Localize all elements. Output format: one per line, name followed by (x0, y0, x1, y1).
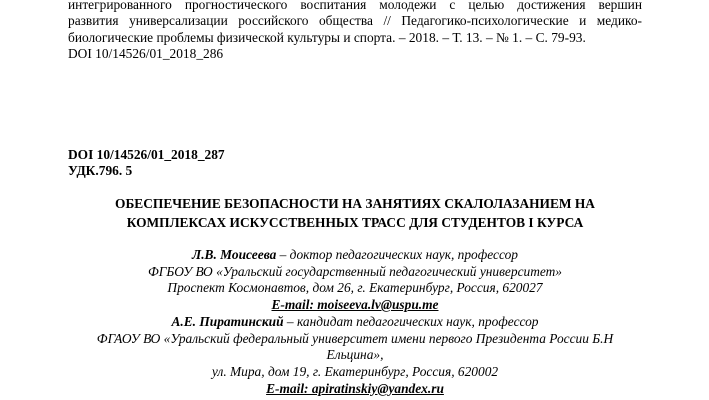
author-address: ул. Мира, дом 19, г. Екатеринбург, Россия, 620002 (211, 363, 499, 379)
author-line (60, 314, 650, 331)
title-line: КОМПЛЕКСАХ ИСКУССТВЕННЫХ ТРАСС ДЛЯ СТУДЕНТОВ I КУРСА (126, 214, 584, 230)
previous-reference (68, 0, 642, 63)
author-line (60, 247, 650, 264)
reference-line: биологические проблемы физической культуры и спорта. – 2018. – Т. 13. – № 1. – С. 79-93. (68, 29, 586, 45)
title-line: ОБЕСПЕЧЕНИЕ БЕЗОПАСНОСТИ НА ЗАНЯТИЯХ СКАЛОЛАЗАНИЕМ НА (115, 196, 595, 211)
author-name: А.Е. Пиратинский (171, 313, 284, 329)
author-affiliation: ФГБОУ ВО «Уральский государственный педагогический университет» (147, 263, 563, 279)
author-role: – доктор педагогических наук, профессор (276, 247, 518, 262)
udk-label: УДК.796. 5 (68, 163, 133, 178)
reference-line: развития универсализации российского общества // Педагогико-психологические и медико- (68, 13, 642, 29)
author-email[interactable]: E-mail: apiratinskiy@yandex.ru (266, 380, 444, 396)
article-title (68, 195, 642, 232)
author-affiliation: ФГАОУ ВО «Уральский федеральный университет имени первого Президента России Б.Н (96, 330, 614, 346)
author-email[interactable]: E-mail: moiseeva.lv@uspu.me (271, 297, 439, 313)
author-name: Л.В. Моисеева (192, 247, 277, 262)
reference-line: интегрированного прогностического воспитания молодежи с целью достижения вершин (68, 0, 642, 12)
doi-label: DOI 10/14526/01_2018_287 (68, 147, 225, 162)
author-affiliation: Ельцина», (326, 347, 384, 363)
author-address: Проспект Космонавтов, дом 26, г. Екатеринбург, Россия, 620027 (167, 280, 543, 296)
author-email-line (60, 381, 650, 398)
author-role: – кандидат педагогических наук, профессор (283, 313, 539, 329)
author-email-line (60, 297, 650, 314)
authors-block (60, 247, 650, 397)
reference-line: DOI 10/14526/01_2018_286 (68, 46, 224, 62)
article-identifiers (68, 147, 225, 179)
